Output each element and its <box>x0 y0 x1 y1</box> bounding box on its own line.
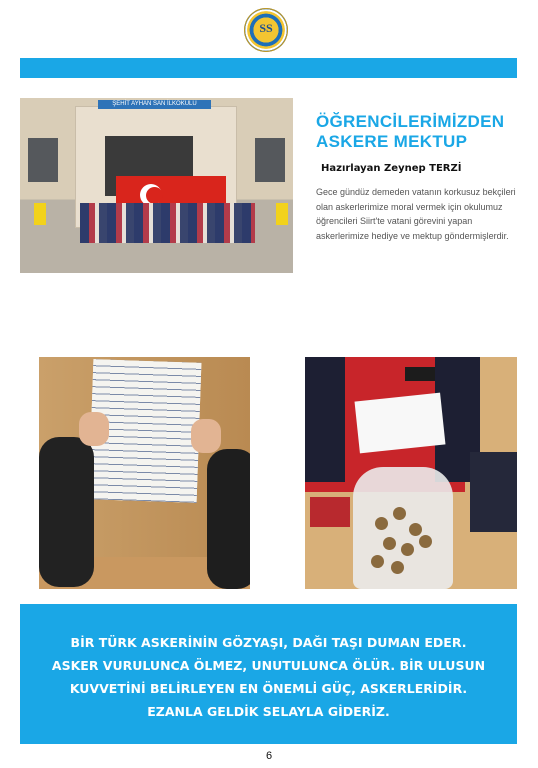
walnut <box>383 537 396 550</box>
window-right <box>255 138 285 182</box>
red-box <box>310 497 350 527</box>
article-title-line-2: ASKERE MEKTUP <box>316 132 468 151</box>
school-sign: ŞEHİT AYHAN SAN İLKOKULU <box>98 100 211 109</box>
article-intro: Gece gündüz demeden vatanın korkusuz bekçileri olan askerlerimize moral vermek için okulumuz öğrencileri Siirt'te vatani görevini yapan askerlerimize hediye ve mektup göndermişlerdir. <box>316 187 516 241</box>
article-author: Hazırlayan Zeynep TERZİ <box>321 163 462 174</box>
article-title-line-1: ÖĞRENCİLERİMİZDEN <box>316 112 505 131</box>
header-bar <box>20 58 517 78</box>
window-left <box>28 138 58 182</box>
students-group <box>80 203 255 243</box>
walnut <box>375 517 388 530</box>
right-sleeve <box>207 449 250 589</box>
right-hand <box>191 419 221 453</box>
logo-text: SS <box>259 21 273 35</box>
walnut <box>393 507 406 520</box>
walnut <box>419 535 432 548</box>
yellow-bin-right <box>276 203 288 225</box>
left-arm <box>305 357 345 482</box>
article-title <box>316 112 526 152</box>
letter-photo <box>39 357 250 589</box>
left-sleeve <box>39 437 94 587</box>
quote-box <box>20 604 517 744</box>
gift-photo <box>305 357 517 589</box>
walnut <box>371 555 384 568</box>
page-number: 6 <box>265 750 273 762</box>
envelope <box>355 393 446 454</box>
walnut <box>409 523 422 536</box>
school-group-photo <box>20 98 293 273</box>
quote-text: BİR TÜRK ASKERİNİN GÖZYAŞI, DAĞI TAŞI DUMAN EDER. ASKER VURULUNCA ÖLMEZ, UNUTULUNCA ÖLÜR. BİR ULUSUN KUVVETİNİ BELİRLEYEN EN ÖNEMLİ GÜÇ, ASKERLERİDİR. EZANLA GELDİK SELAYLA GİDERİZ. <box>51 635 486 719</box>
walnut <box>391 561 404 574</box>
school-logo <box>244 8 288 52</box>
yellow-bin-left <box>34 203 46 225</box>
walnut <box>401 543 414 556</box>
left-hand <box>79 412 109 446</box>
dark-panel <box>470 452 517 532</box>
